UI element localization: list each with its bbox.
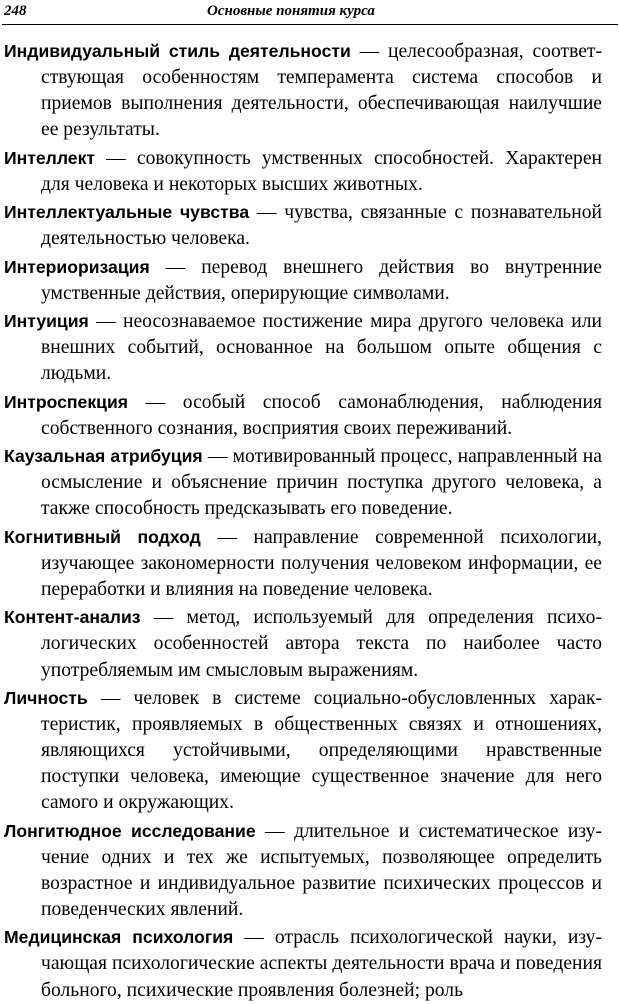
glossary-entry [4, 924, 602, 1003]
entry-definition: — направление современной психологии, изучающее закономерности получения человеком информации, ее переработки и влияния на поведение человека. [41, 526, 602, 600]
glossary-entry [4, 524, 602, 603]
glossary-entry [4, 389, 602, 442]
glossary-entry [4, 38, 602, 143]
entry-definition: — отрасль психологической науки, изучающая психологические аспекты деятельности врача и поведения больного, психические проявления болезней; роль [41, 927, 602, 1001]
glossary-entry [4, 199, 602, 252]
entry-term: Лонгитюдное исследование [4, 820, 256, 841]
entry-term: Каузальная атрибуция [4, 446, 203, 467]
entry-term: Контент-анализ [4, 607, 141, 628]
header-divider [2, 24, 618, 25]
entry-definition: — мотивированный процесс, направленный на осмысление и объяснение причин поступка другого человека, а также способность предсказывать его поведение. [41, 446, 602, 520]
entry-term: Интеллектуальные чувства [4, 202, 250, 223]
entry-definition: — особый способ самонаблюдения, наблюдения собственного сознания, восприятия своих переживаний. [41, 391, 602, 439]
page-number: 248 [4, 3, 27, 19]
entry-definition: — целесообразная, соответствующая особенностям темперамента система способов и приемов выполнения деятельности, обеспечивающая наилучшие ее результаты. [41, 41, 602, 141]
entry-term: Когнитивный подход [4, 526, 201, 547]
entry-term: Медицинская психология [4, 927, 234, 948]
glossary-entry [4, 604, 602, 683]
entry-definition: — человек в системе социально-обусловленных характеристик, проявляемых в общественных связях и отношениях, являющихся устойчивыми, определяющими нравственные поступки человека, имеющие существенное значение для него самого и окружающих. [41, 687, 602, 814]
running-title: Основные понятия курса [207, 3, 375, 19]
entry-term: Интеллект [4, 147, 96, 168]
entry-definition: — метод, используемый для определения психологических особенностей автора текста по наиболее часто употребляемым им смысловым выражениям. [41, 607, 602, 681]
glossary-entry [4, 308, 602, 387]
glossary-entry [4, 254, 602, 307]
entry-definition: — перевод внешнего действия во внутренние умственные действия, оперирующие символами. [41, 256, 602, 304]
entry-definition: — длительное и систематическое изучение одних и тех же испытуемых, позволяющее определить возрастное и индивидуальное развитие психических процессов и поведенческих явлений. [41, 820, 602, 920]
entry-definition: — совокупность умственных способностей. Характерен для человека и некоторых высших животных. [41, 147, 602, 195]
entry-term: Интериоризация [4, 256, 150, 277]
entry-term: Личность [4, 687, 88, 708]
entry-term: Интуиция [4, 311, 89, 332]
glossary-entries [4, 38, 602, 1005]
entry-term: Индивидуальный стиль деятельности [4, 41, 351, 61]
glossary-entry [4, 443, 602, 522]
entry-term: Интроспекция [4, 391, 129, 412]
entry-definition: — неосознаваемое постижение мира другого человека или внешних событий, основанное на большом опыте общения с людьми. [41, 311, 602, 385]
page-header [0, 0, 620, 26]
glossary-entry [4, 145, 602, 198]
glossary-entry [4, 818, 602, 923]
entry-definition: — чувства, связанные с познавательной деятельностью человека. [41, 202, 602, 250]
glossary-entry [4, 685, 602, 816]
